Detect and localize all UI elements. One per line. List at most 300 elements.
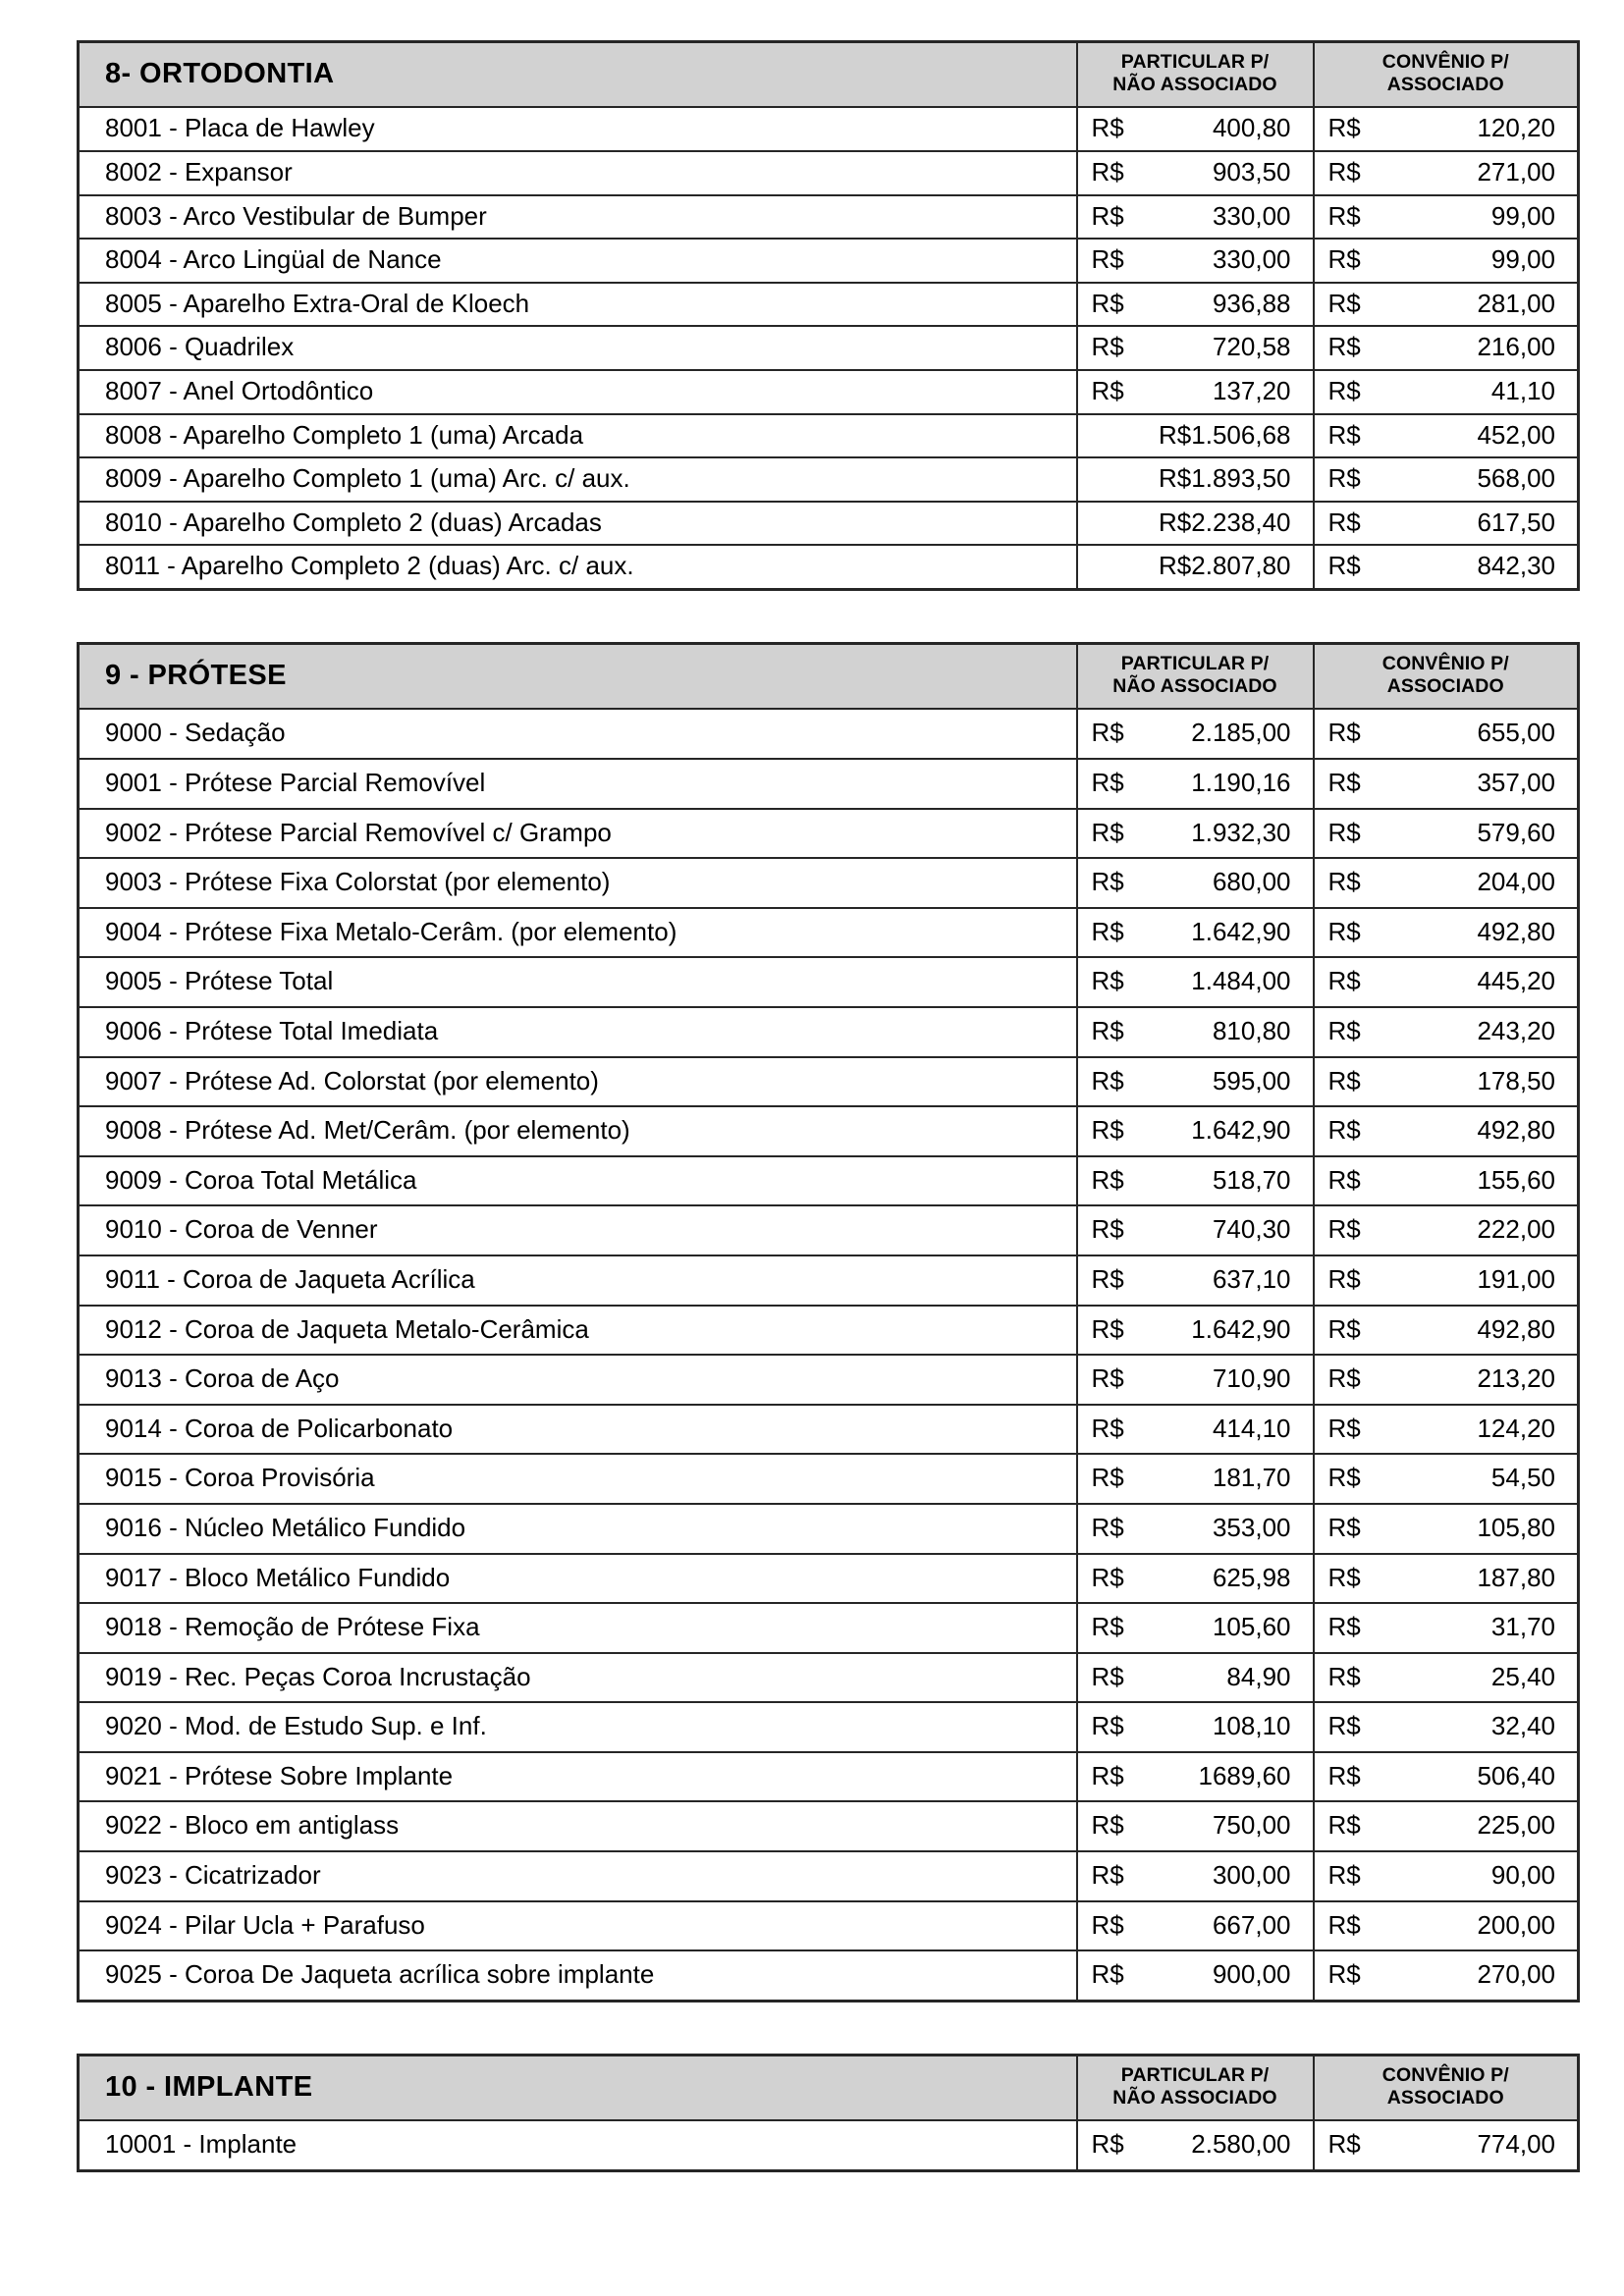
price-amount: 213,20 [1477,1363,1555,1394]
price-particular [1077,1007,1314,1057]
procedure-description: 9023 - Cicatrizador [79,1851,1077,1901]
currency-symbol: R$ [1327,157,1361,187]
currency-symbol: R$ [1091,1164,1124,1195]
price-amount: 492,80 [1477,916,1555,946]
table-row [79,326,1579,370]
column-header-convenio [1314,42,1579,108]
price-amount: 1.642,90 [1191,1313,1291,1344]
currency-symbol: R$ [1327,1065,1361,1095]
table-row [79,1355,1579,1405]
price-amount: 108,10 [1212,1711,1291,1741]
price-table-ortodontia [77,40,1580,591]
price-amount: 353,00 [1212,1512,1291,1542]
procedure-description: 9020 - Mod. de Estudo Sup. e Inf. [79,1702,1077,1752]
currency-symbol: R$ [1327,1512,1361,1542]
price-particular [1077,107,1314,151]
price-amount: 330,00 [1212,200,1291,231]
table-row [79,1454,1579,1504]
price-convenio [1314,1355,1579,1405]
currency-symbol: R$ [1091,966,1124,996]
column-header-particular [1077,643,1314,709]
price-amount: 1.932,30 [1191,817,1291,847]
table-row [79,1901,1579,1951]
price-amount: 903,50 [1212,157,1291,187]
currency-symbol: R$ [1327,113,1361,143]
currency-symbol: R$ [1091,1909,1124,1940]
table-row [79,858,1579,908]
price-amount: 120,20 [1477,113,1555,143]
price-particular [1077,1554,1314,1604]
currency-symbol: R$ [1327,1612,1361,1642]
price-particular [1077,1205,1314,1255]
currency-symbol: R$ [1327,507,1361,537]
currency-symbol: R$ [1091,1860,1124,1891]
procedure-description: 8009 - Aparelho Completo 1 (uma) Arc. c/ aux. [79,457,1077,502]
price-particular [1077,1603,1314,1653]
procedure-description: 8004 - Arco Lingüal de Nance [79,239,1077,283]
price-amount: 667,00 [1212,1909,1291,1940]
table-row [79,1603,1579,1653]
price-convenio [1314,151,1579,195]
procedure-description: 8011 - Aparelho Completo 2 (duas) Arc. c/ aux. [79,545,1077,589]
price-particular [1077,283,1314,327]
table-row [79,1106,1579,1156]
price-particular [1077,957,1314,1007]
procedure-description: 9004 - Prótese Fixa Metalo-Cerâm. (por elemento) [79,908,1077,958]
price-particular [1077,1702,1314,1752]
currency-symbol: R$ [1091,2129,1124,2160]
currency-symbol: R$ [1091,113,1124,143]
currency-symbol: R$ [1091,867,1124,897]
price-particular [1077,326,1314,370]
price-particular [1077,2120,1314,2170]
currency-symbol: R$ [1091,288,1124,318]
currency-symbol: R$ [1327,1661,1361,1691]
price-particular [1077,1355,1314,1405]
price-particular [1077,809,1314,859]
procedure-description: 9006 - Prótese Total Imediata [79,1007,1077,1057]
currency-symbol: R$ [1327,1363,1361,1394]
procedure-description: 10001 - Implante [79,2120,1077,2170]
procedure-description: 8005 - Aparelho Extra-Oral de Kloech [79,283,1077,327]
price-amount: 2.185,00 [1191,718,1291,748]
currency-symbol: R$ [1091,1810,1124,1841]
currency-symbol: R$ [1327,200,1361,231]
particular-line-1: PARTICULAR P/ [1120,51,1270,74]
table-row [79,283,1579,327]
price-particular [1077,1801,1314,1851]
price-convenio [1314,908,1579,958]
price-amount: 579,60 [1477,817,1555,847]
price-particular [1077,1950,1314,2001]
currency-symbol: R$ [1327,1164,1361,1195]
procedure-description: 9016 - Núcleo Metálico Fundido [79,1504,1077,1554]
currency-symbol: R$ [1091,332,1124,362]
particular-line-2: NÃO ASSOCIADO [1112,2087,1277,2109]
price-amount: 900,00 [1212,1959,1291,1990]
table-row [79,809,1579,859]
price-convenio [1314,1901,1579,1951]
price-amount: 54,50 [1490,1463,1555,1493]
price-amount: 32,40 [1490,1711,1555,1741]
price-amount: 568,00 [1477,463,1555,494]
price-convenio [1314,195,1579,240]
price-convenio [1314,1007,1579,1057]
price-particular [1077,709,1314,759]
price-amount: 518,70 [1212,1164,1291,1195]
price-convenio [1314,809,1579,859]
currency-symbol: R$ [1327,867,1361,897]
procedure-description: 9018 - Remoção de Prótese Fixa [79,1603,1077,1653]
currency-symbol: R$ [1091,1959,1124,1990]
currency-symbol: R$ [1327,718,1361,748]
price-convenio [1314,107,1579,151]
price-amount: 270,00 [1477,1959,1555,1990]
price-particular [1077,545,1314,589]
price-amount: 2.807,80 [1191,551,1291,581]
procedure-description: 9000 - Sedação [79,709,1077,759]
procedure-description: 8010 - Aparelho Completo 2 (duas) Arcadas [79,502,1077,546]
price-amount: 1.642,90 [1191,916,1291,946]
convenio-line-2: ASSOCIADO [1386,2087,1504,2109]
price-convenio [1314,457,1579,502]
currency-symbol: R$ [1091,1313,1124,1344]
table-row [79,1950,1579,2001]
price-amount: 680,00 [1212,867,1291,897]
currency-symbol: R$ [1091,1512,1124,1542]
price-convenio [1314,858,1579,908]
price-amount: 41,10 [1490,376,1555,405]
currency-symbol: R$ [1327,551,1361,581]
currency-symbol: R$ [1091,1363,1124,1394]
currency-symbol: R$ [1327,376,1361,405]
currency-symbol: R$ [1159,463,1192,494]
procedure-description: 8003 - Arco Vestibular de Bumper [79,195,1077,240]
currency-symbol: R$ [1159,507,1192,537]
price-convenio [1314,1603,1579,1653]
price-convenio [1314,1653,1579,1703]
price-convenio [1314,1205,1579,1255]
price-particular [1077,239,1314,283]
currency-symbol: R$ [1327,1909,1361,1940]
price-amount: 1.190,16 [1191,768,1291,797]
column-header-particular [1077,2055,1314,2120]
procedure-description: 9025 - Coroa De Jaqueta acrílica sobre implante [79,1950,1077,2001]
price-list-page [77,0,1577,2172]
price-particular [1077,1454,1314,1504]
price-amount: 225,00 [1477,1810,1555,1841]
price-amount: 452,00 [1477,419,1555,450]
convenio-line-2: ASSOCIADO [1386,675,1504,698]
table-row [79,239,1579,283]
price-amount: 936,88 [1212,288,1291,318]
price-convenio [1314,545,1579,589]
currency-symbol: R$ [1327,1214,1361,1245]
currency-symbol: R$ [1091,718,1124,748]
table-row [79,1554,1579,1604]
price-amount: 445,20 [1477,966,1555,996]
price-particular [1077,151,1314,195]
price-amount: 300,00 [1212,1860,1291,1891]
currency-symbol: R$ [1091,1711,1124,1741]
table-row [79,1255,1579,1306]
price-amount: 216,00 [1477,332,1555,362]
price-convenio [1314,1306,1579,1356]
price-amount: 617,50 [1477,507,1555,537]
price-convenio [1314,1702,1579,1752]
procedure-description: 9014 - Coroa de Policarbonato [79,1405,1077,1455]
table-row [79,709,1579,759]
price-amount: 200,00 [1477,1909,1555,1940]
procedure-description: 9003 - Prótese Fixa Colorstat (por elemento) [79,858,1077,908]
price-amount: 99,00 [1490,200,1555,231]
table-row [79,502,1579,546]
price-convenio [1314,1255,1579,1306]
procedure-description: 9019 - Rec. Peças Coroa Incrustação [79,1653,1077,1703]
section-title: 8- ORTODONTIA [79,42,1077,108]
table-row [79,2120,1579,2170]
price-convenio [1314,1106,1579,1156]
procedure-description: 8001 - Placa de Hawley [79,107,1077,151]
table-header-row [79,42,1579,108]
table-header-row [79,643,1579,709]
price-particular [1077,1901,1314,1951]
currency-symbol: R$ [1091,1413,1124,1443]
price-convenio [1314,414,1579,458]
currency-symbol: R$ [1327,1810,1361,1841]
price-particular [1077,1156,1314,1206]
column-header-convenio [1314,643,1579,709]
currency-symbol: R$ [1327,288,1361,318]
procedure-description: 8007 - Anel Ortodôntico [79,370,1077,414]
currency-symbol: R$ [1327,1263,1361,1294]
table-row [79,908,1579,958]
procedure-description: 9011 - Coroa de Jaqueta Acrílica [79,1255,1077,1306]
price-amount: 625,98 [1212,1562,1291,1592]
price-amount: 655,00 [1477,718,1555,748]
price-amount: 1.893,50 [1191,463,1291,494]
price-amount: 2.580,00 [1191,2129,1291,2160]
procedure-description: 9002 - Prótese Parcial Removível c/ Grampo [79,809,1077,859]
price-amount: 84,90 [1226,1661,1291,1691]
price-convenio [1314,2120,1579,2170]
price-amount: 90,00 [1490,1860,1555,1891]
price-amount: 750,00 [1212,1810,1291,1841]
price-convenio [1314,370,1579,414]
particular-line-1: PARTICULAR P/ [1120,2064,1270,2087]
price-amount: 178,50 [1477,1065,1555,1095]
price-particular [1077,1405,1314,1455]
price-amount: 281,00 [1477,288,1555,318]
price-particular [1077,858,1314,908]
price-convenio [1314,502,1579,546]
price-particular [1077,908,1314,958]
price-amount: 243,20 [1477,1015,1555,1045]
price-particular [1077,1255,1314,1306]
price-table-protese [77,642,1580,2002]
table-row [79,1306,1579,1356]
procedure-description: 9022 - Bloco em antiglass [79,1801,1077,1851]
currency-symbol: R$ [1327,1760,1361,1790]
table-row [79,1205,1579,1255]
table-row [79,545,1579,589]
price-amount: 810,80 [1212,1015,1291,1045]
currency-symbol: R$ [1091,768,1124,797]
price-amount: 400,80 [1212,113,1291,143]
procedure-description: 9010 - Coroa de Venner [79,1205,1077,1255]
currency-symbol: R$ [1327,817,1361,847]
currency-symbol: R$ [1091,1562,1124,1592]
price-amount: 774,00 [1477,2129,1555,2160]
table-row [79,457,1579,502]
price-particular [1077,1057,1314,1107]
currency-symbol: R$ [1091,244,1124,275]
currency-symbol: R$ [1327,463,1361,494]
currency-symbol: R$ [1091,200,1124,231]
procedure-description: 8006 - Quadrilex [79,326,1077,370]
currency-symbol: R$ [1327,768,1361,797]
price-convenio [1314,1752,1579,1802]
table-row [79,107,1579,151]
price-convenio [1314,326,1579,370]
price-amount: 1.484,00 [1191,966,1291,996]
currency-symbol: R$ [1327,1959,1361,1990]
particular-line-1: PARTICULAR P/ [1120,653,1270,675]
price-particular [1077,1504,1314,1554]
currency-symbol: R$ [1159,551,1192,581]
section-title: 10 - IMPLANTE [79,2055,1077,2120]
price-amount: 222,00 [1477,1214,1555,1245]
convenio-line-1: CONVÊNIO P/ [1381,653,1509,675]
currency-symbol: R$ [1327,244,1361,275]
currency-symbol: R$ [1091,1661,1124,1691]
currency-symbol: R$ [1327,1860,1361,1891]
price-particular [1077,1306,1314,1356]
procedure-description: 9021 - Prótese Sobre Implante [79,1752,1077,1802]
currency-symbol: R$ [1327,419,1361,450]
column-header-particular [1077,42,1314,108]
currency-symbol: R$ [1327,332,1361,362]
price-amount: 720,58 [1212,332,1291,362]
price-table-implante [77,2054,1580,2172]
column-header-convenio [1314,2055,1579,2120]
procedure-description: 9001 - Prótese Parcial Removível [79,759,1077,809]
table-row [79,414,1579,458]
price-amount: 740,30 [1212,1214,1291,1245]
price-convenio [1314,1454,1579,1504]
table-row [79,370,1579,414]
currency-symbol: R$ [1091,1015,1124,1045]
price-amount: 506,40 [1477,1760,1555,1790]
price-amount: 155,60 [1477,1164,1555,1195]
price-amount: 204,00 [1477,867,1555,897]
price-amount: 595,00 [1212,1065,1291,1095]
table-row [79,1851,1579,1901]
price-convenio [1314,1057,1579,1107]
table-row [79,1752,1579,1802]
procedure-description: 9007 - Prótese Ad. Colorstat (por elemento) [79,1057,1077,1107]
price-amount: 187,80 [1477,1562,1555,1592]
price-particular [1077,502,1314,546]
currency-symbol: R$ [1327,1413,1361,1443]
table-row [79,1405,1579,1455]
price-amount: 330,00 [1212,244,1291,275]
convenio-line-2: ASSOCIADO [1386,74,1504,96]
convenio-line-1: CONVÊNIO P/ [1381,51,1509,74]
price-convenio [1314,283,1579,327]
price-amount: 181,70 [1212,1463,1291,1493]
price-particular [1077,1851,1314,1901]
price-particular [1077,759,1314,809]
price-convenio [1314,239,1579,283]
price-convenio [1314,1504,1579,1554]
currency-symbol: R$ [1091,1760,1124,1790]
price-particular [1077,457,1314,502]
price-convenio [1314,1554,1579,1604]
price-convenio [1314,1156,1579,1206]
particular-line-2: NÃO ASSOCIADO [1112,675,1277,698]
currency-symbol: R$ [1091,1463,1124,1493]
price-amount: 357,00 [1477,768,1555,797]
price-amount: 710,90 [1212,1363,1291,1394]
procedure-description: 9005 - Prótese Total [79,957,1077,1007]
currency-symbol: R$ [1091,1065,1124,1095]
price-convenio [1314,759,1579,809]
table-row [79,1504,1579,1554]
currency-symbol: R$ [1091,1263,1124,1294]
table-row [79,957,1579,1007]
procedure-description: 9024 - Pilar Ucla + Parafuso [79,1901,1077,1951]
currency-symbol: R$ [1159,419,1192,450]
table-header-row [79,2055,1579,2120]
price-amount: 492,80 [1477,1115,1555,1146]
currency-symbol: R$ [1091,1612,1124,1642]
currency-symbol: R$ [1327,1015,1361,1045]
table-row [79,1156,1579,1206]
currency-symbol: R$ [1327,1115,1361,1146]
currency-symbol: R$ [1091,916,1124,946]
price-convenio [1314,957,1579,1007]
currency-symbol: R$ [1327,966,1361,996]
price-convenio [1314,1950,1579,2001]
currency-symbol: R$ [1091,1214,1124,1245]
currency-symbol: R$ [1327,1562,1361,1592]
price-amount: 1689,60 [1198,1760,1291,1790]
currency-symbol: R$ [1327,1711,1361,1741]
procedure-description: 8008 - Aparelho Completo 1 (uma) Arcada [79,414,1077,458]
price-amount: 99,00 [1490,244,1555,275]
particular-line-2: NÃO ASSOCIADO [1112,74,1277,96]
price-amount: 105,80 [1477,1512,1555,1542]
price-particular [1077,1106,1314,1156]
table-row [79,759,1579,809]
procedure-description: 9012 - Coroa de Jaqueta Metalo-Cerâmica [79,1306,1077,1356]
procedure-description: 9015 - Coroa Provisória [79,1454,1077,1504]
price-amount: 25,40 [1490,1661,1555,1691]
table-row [79,1801,1579,1851]
price-convenio [1314,1405,1579,1455]
table-row [79,151,1579,195]
procedure-description: 9009 - Coroa Total Metálica [79,1156,1077,1206]
procedure-description: 9008 - Prótese Ad. Met/Cerâm. (por elemento) [79,1106,1077,1156]
price-amount: 191,00 [1477,1263,1555,1294]
procedure-description: 9017 - Bloco Metálico Fundido [79,1554,1077,1604]
price-amount: 492,80 [1477,1313,1555,1344]
price-particular [1077,370,1314,414]
price-amount: 31,70 [1490,1612,1555,1642]
section-title: 9 - PRÓTESE [79,643,1077,709]
price-amount: 637,10 [1212,1263,1291,1294]
